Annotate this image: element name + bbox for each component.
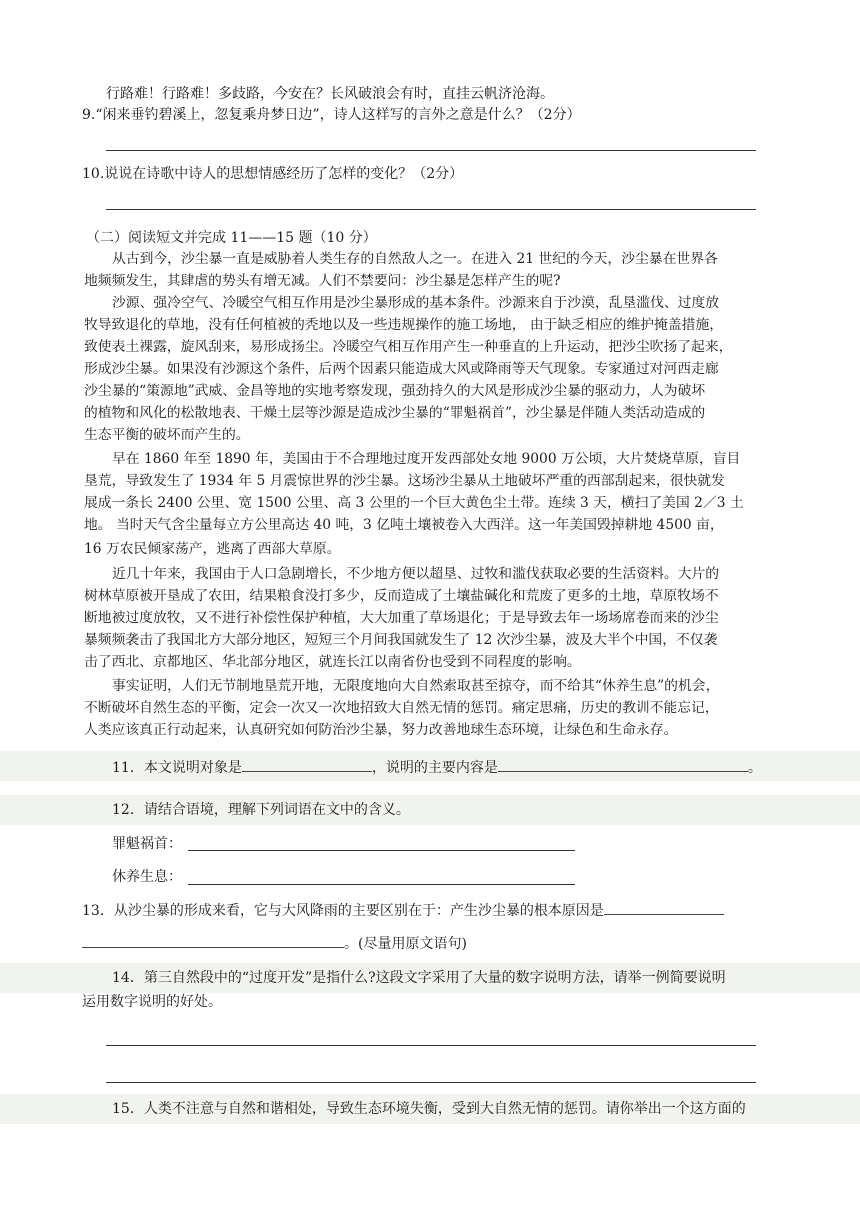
- passage-line: 树林草原被开垦成了农田，结果粮食没打多少，反而造成了土壤盐碱化和荒废了更多的土地，草原牧场不: [84, 588, 719, 604]
- question-10: 10.说说在诗歌中诗人的思想情感经历了怎样的变化？（2分）: [82, 166, 464, 182]
- answer-blank[interactable]: [82, 932, 344, 948]
- question-13: [82, 899, 724, 921]
- question-11-prefix: 11．本文说明对象是: [112, 760, 242, 776]
- passage-line: 形成沙尘暴。如果没有沙源这个条件，后两个因素只能造成大风或降雨等天气现象。专家通过对河西走廊: [84, 361, 719, 377]
- answer-line[interactable]: [106, 1045, 756, 1046]
- question-13-text: 13．从沙尘暴的形成来看，它与大风降雨的主要区别在于：产生沙尘暴的根本原因是: [82, 903, 604, 919]
- question-11: [112, 756, 762, 778]
- answer-blank[interactable]: [242, 756, 372, 772]
- section-heading: （二）阅读短文并完成 11——15 题（10 分）: [86, 230, 377, 246]
- passage-line: 断地被过度放牧，又不进行补偿性保护种植，大大加重了草场退化；于是导致去年一场场席卷而来的沙尘: [84, 610, 719, 626]
- passage-line: 16 万农民倾家荡产，逃离了西部大草原。: [84, 541, 341, 557]
- passage-line: 沙尘暴的“策源地”武威、金昌等地的实地考察发现，强劲持久的大风是形成沙尘暴的驱动力，人为破坏: [84, 383, 706, 399]
- passage-line: 从古到今，沙尘暴一直是威胁着人类生存的自然敌人之一。在进入 21 世纪的今天，沙尘暴在世界各: [112, 251, 718, 267]
- passage-line: 垦荒，导致发生了 1934 年 5 月震惊世界的沙尘暴。这场沙尘暴从土地破坏严重的西部刮起来，很快就发: [84, 473, 725, 489]
- passage-line: 人类应该真正行动起来，认真研究如何防治沙尘暴，努力改善地球生态环境，让绿色和生命永存。: [84, 722, 678, 738]
- question-12: 12．请结合语境，理解下列词语在文中的含义。: [112, 802, 410, 818]
- passage-line: 不断破坏自然生态的平衡，定会一次又一次地招致大自然无情的惩罚。痛定思痛，历史的教训不能忘记，: [84, 700, 719, 716]
- answer-blank[interactable]: [498, 756, 748, 772]
- passage-line: 致使表土裸露，旋风刮来，易形成扬尘。冷暖空气相互作用产生一种垂直的上升运动，把沙尘吹扬了起来，: [84, 339, 733, 355]
- passage-line: 近几十年来，我国由于人口急剧增长，不少地方便以超垦、过牧和滥伐获取必要的生活资料。大片的: [112, 566, 720, 582]
- answer-blank[interactable]: [604, 899, 724, 915]
- question-11-suffix: 。: [747, 760, 762, 776]
- passage-line: 早在 1860 年至 1890 年，美国由于不合理地过度开发西部处女地 9000 万公顷，大片焚烧草原，盲目: [112, 451, 741, 467]
- question-13-suffix: 。(尽量用原文语句): [344, 936, 467, 952]
- passage-line: 击了西北、京都地区、华北部分地区，就连长江以南省份也受到不同程度的影响。: [84, 654, 581, 670]
- question-11-middle: ，说明的主要内容是: [371, 760, 498, 776]
- passage-line: 沙源、强冷空气、冷暖空气相互作用是沙尘暴形成的基本条件。沙源来自于沙漠，乱垦滥伐、过度放: [112, 295, 720, 311]
- poem-line: 行路难！行路难！多歧路，今安在？长风破浪会有时，直挂云帆济沧海。: [106, 86, 554, 102]
- question-14: 14．第三自然段中的“过度开发”是指什么?这段文字采用了大量的数字说明方法，请举一例简要说明: [112, 970, 726, 986]
- answer-line-9: [106, 150, 756, 151]
- passage-line: 的植物和风化的松散地表、干燥土层等沙源是造成沙尘暴的“罪魁祸首”，沙尘暴是伴随人类活动造成的: [84, 405, 706, 421]
- answer-line[interactable]: [188, 884, 575, 885]
- passage-line: 暴频频袭击了我国北方大部分地区，短短三个月间我国就发生了 12 次沙尘暴，波及大半个中国，不仅袭: [84, 632, 718, 648]
- question-9: 9.“闲来垂钓碧溪上，忽复乘舟梦日边”，诗人这样写的言外之意是什么？（2分）: [82, 107, 581, 123]
- passage-line: 地。 当时天气含尘量每立方公里高达 40 吨，3 亿吨土壤被卷入大西洋。这一年美国毁掉耕地 4500 亩，: [84, 517, 724, 533]
- passage-line: 事实证明，人们无节制地垦荒开地，无限度地向大自然索取甚至掠夺，而不给其“休养生息”的机会，: [112, 678, 720, 694]
- passage-line: 地频频发生，其肆虐的势头有增无减。人们不禁要问：沙尘暴是怎样产生的呢?: [84, 273, 561, 289]
- question-15: 15．人类不注意与自然和谐相处，导致生态环境失衡，受到大自然无情的惩罚。请你举出一个这方面的: [112, 1101, 746, 1117]
- question-13-line2: [82, 932, 467, 954]
- answer-line-10: [106, 209, 756, 210]
- term-label: 休养生息：: [112, 869, 182, 885]
- passage-line: 展成一条长 2400 公里、宽 1500 公里、高 3 公里的一个巨大黄色尘土带。连续 3 天，横扫了美国 2／3 土: [84, 495, 744, 511]
- answer-line[interactable]: [188, 850, 575, 851]
- question-14-line2: 运用数字说明的好处。: [82, 994, 222, 1010]
- passage-line: 牧导致退化的草地，没有任何植被的秃地以及一些违规操作的施工场地， 由于缺乏相应的维护掩盖措施，: [84, 317, 724, 333]
- answer-line[interactable]: [106, 1082, 756, 1083]
- term-label: 罪魁祸首：: [112, 836, 182, 852]
- passage-line: 生态平衡的破坏而产生的。: [84, 427, 250, 443]
